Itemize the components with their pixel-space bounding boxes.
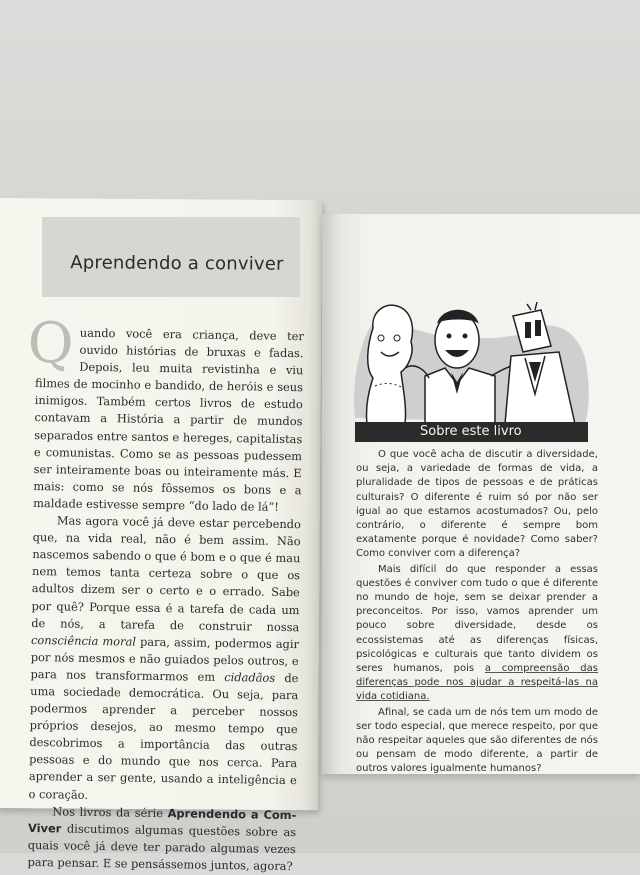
right-paragraph-2 — [356, 563, 598, 705]
left-body-text — [27, 310, 304, 875]
cidadaos-emphasis: cidadãos — [224, 669, 276, 685]
paragraph-1 — [27, 310, 304, 516]
paragraph-1-text: uando você era criança, deve ter ouvido histórias de bruxas e fadas. Depois, leu muita revistinha e viu filmes de mocinho e bandido, de heróis e seus inimigos. Também certos livros de estudo contavam a História a partir de mundos separados entre santos e hereges, capitalistas e comunistas. Como se as pessoas pudessem ser inteiramente boas ou inteiramente más. E mais: como se nós fôssemos os bons e a maldade estivesse sempre “do lado de lá”! — [33, 325, 304, 514]
underlined-highlight: a compreensão das diferenças pode nos ajudar a respeitá-las na vida cotidiana. — [356, 663, 598, 703]
drop-cap: Q — [27, 310, 75, 377]
p2-part-c: de uma sociedade democrática. Ou seja, para podermos aprender a perceber nossos próprios desejos, ao mesmo tempo que descobrimos a importância das outras pessoas e do mundo que nos cerca. Para aprender a ser gente, usando a inteligência e o coração. — [28, 670, 299, 802]
right-paragraph-3: Afinal, se cada um de nós tem um modo de ser todo especial, que merece respeito, por que não respeitar aqueles que são diferentes de nós ou pensam de modo diferente, a partir de outros valores igualmente humanos? — [356, 706, 598, 775]
banner-title: Sobre este livro — [420, 424, 522, 439]
p3-part-a: Nos livros da série — [52, 803, 168, 820]
p2-part-a: Mas agora você já deve estar percebendo que, na vida real, não é bem assim. Não nascemos sabendo o que é bom e o que é mau nem temos tanta certeza sobre o que os adultos dizem ser o certo e o errado. Sabe por quê? Porque essa é a tarefa de cada um de nós, a tarefa de construir nossa — [31, 513, 301, 634]
paragraph-2 — [28, 512, 301, 807]
right-paragraph-1: O que você acha de discutir a diversidade, ou seja, a variedade de formas de vida, a pluralidade de tipos de pessoas e de práticas culturais? O diferente é ruim só por não ser igual ao que estamos acostumados? Ou, pelo contrário, o diferente é sempre bom exatamente porque é novidade? Como saber? Como conviver com a diferença? — [356, 449, 598, 560]
series-name: Aprendendo a Com-Viver — [27, 805, 297, 836]
three-characters-illustration — [345, 298, 595, 426]
paragraph-3 — [27, 803, 296, 875]
right-body-text — [356, 448, 598, 778]
p2-part-b: para, assim, podermos agir por nós mesmos e não guiados pelos outros, e para nos transformarmos em — [30, 634, 300, 684]
consciencia-moral-emphasis: consciência moral — [30, 632, 137, 649]
p3-part-b: discutimos algumas questões sobre as quais você já deve ter parado algumas vezes para pensar. E se pensássemos juntos, agora? — [27, 821, 297, 874]
page-title: Aprendendo a conviver — [70, 252, 284, 275]
right-p2-part-a: Mais difícil do que responder a essas questões é conviver com tudo o que é diferente no mundo de hoje, sem se deixar prender a preconceitos. Por isso, vamos aprender um pouco sobre diversidade, desde os ecossistemas até as diferenças físicas, psicológicas e culturais que tanto dividem os seres humanos, pois — [356, 563, 598, 675]
